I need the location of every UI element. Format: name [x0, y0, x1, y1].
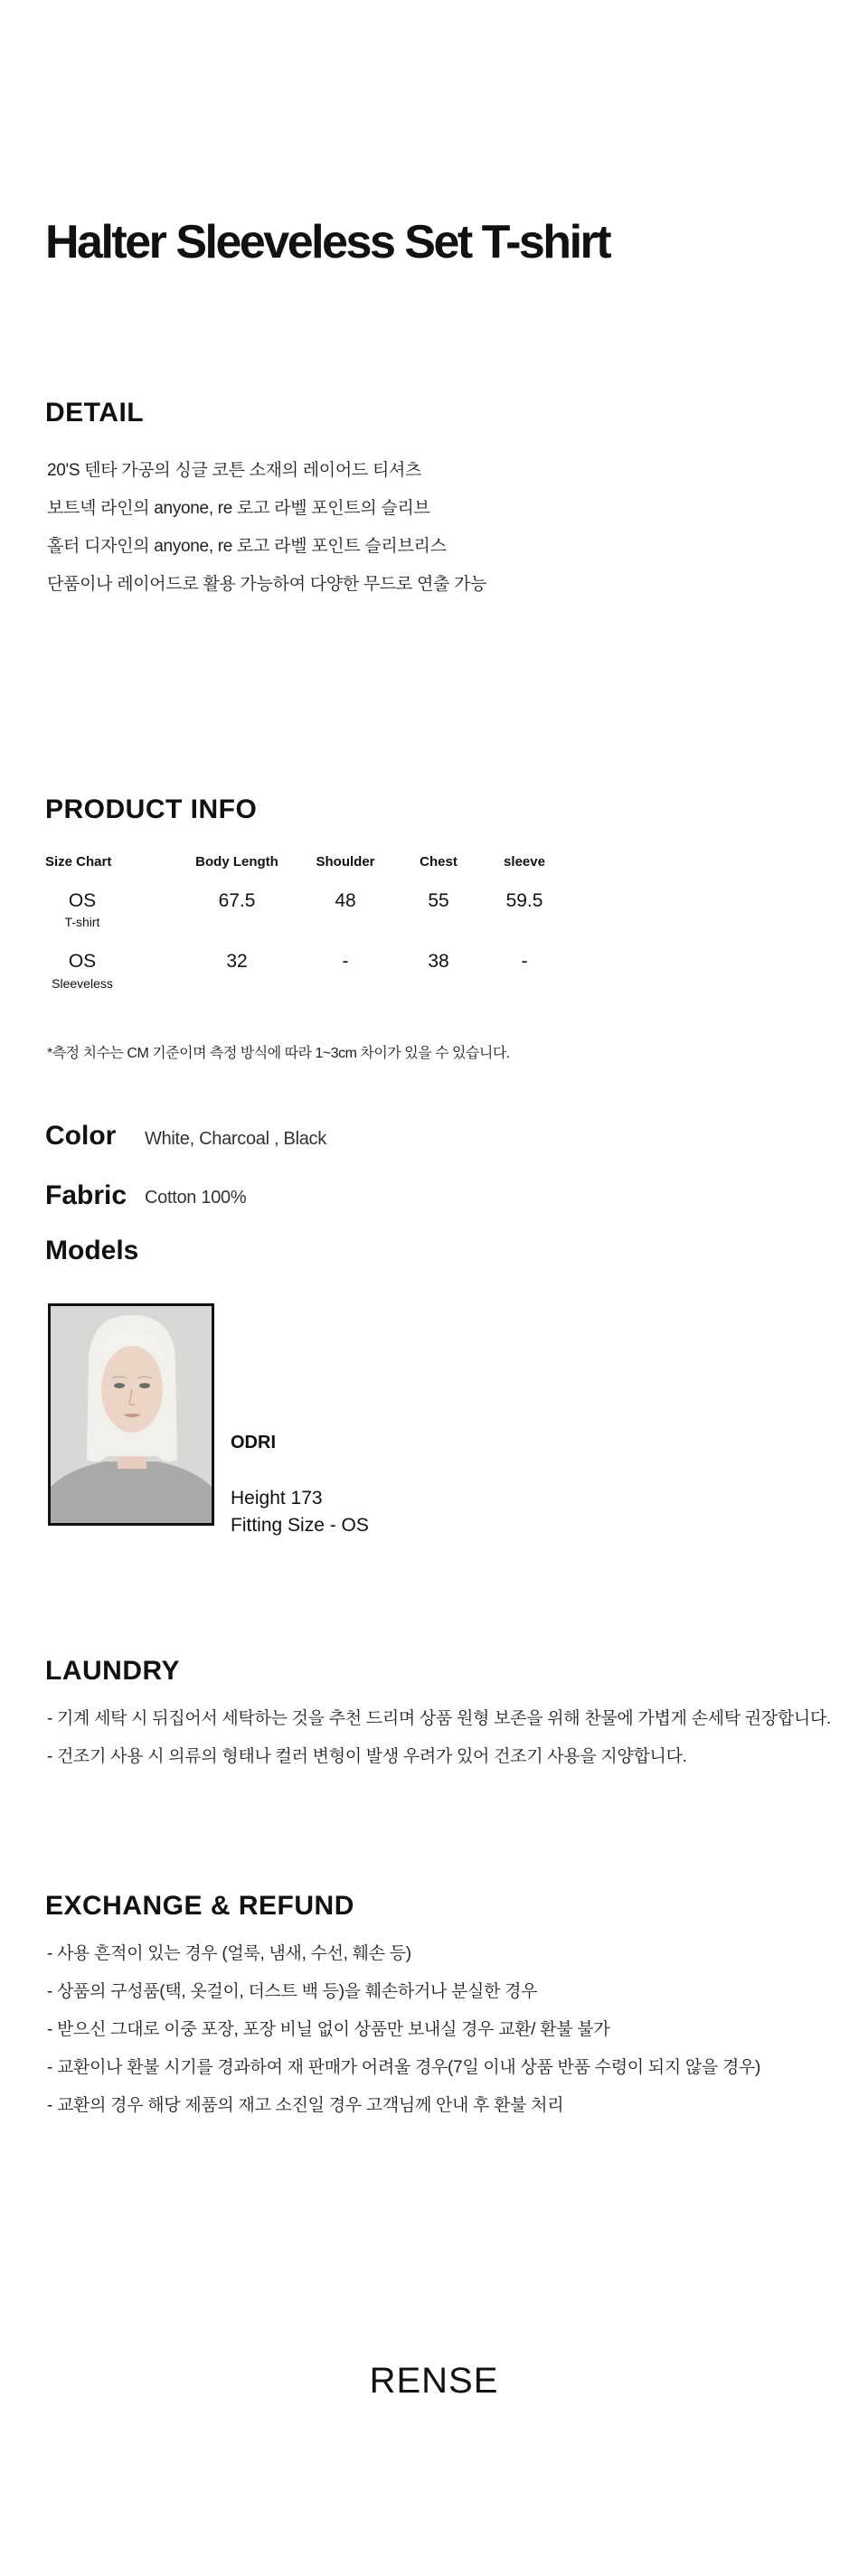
body-length-cell: 67.5	[218, 890, 256, 911]
fabric-label: Fabric	[45, 1180, 127, 1210]
column-header-body-length: Body Length	[195, 854, 278, 870]
brand-logo: RENSE	[369, 2361, 499, 2401]
exchange-line: - 상품의 구성품(택, 옷걸이, 더스트 백 등)을 훼손하거나 분실한 경우	[47, 1982, 538, 2001]
model-name: ODRI	[231, 1433, 276, 1453]
column-header-chest: Chest	[420, 854, 458, 870]
chest-cell: 38	[428, 951, 449, 972]
detail-line: 단품이나 레이어드로 활용 가능하여 다양한 무드로 연출 가능	[47, 575, 487, 594]
detail-line: 보트넥 라인의 anyone, re 로고 라벨 포인트의 슬리브	[47, 499, 430, 518]
body-length-cell: 32	[226, 951, 248, 972]
exchange-line: - 교환의 경우 해당 제품의 재고 소진일 경우 고객님께 안내 후 환불 처리	[47, 2096, 564, 2115]
models-heading: Models	[45, 1236, 139, 1265]
sleeve-cell: 59.5	[505, 890, 543, 911]
measurement-note: *측정 치수는 CM 기준이며 측정 방식에 따라 1~3cm 차이가 있을 수 있습니다.	[47, 1046, 510, 1061]
model-fitting-size: Fitting Size - OS	[231, 1515, 369, 1536]
laundry-heading: LAUNDRY	[45, 1656, 181, 1686]
product-title: Halter Sleeveless Set T-shirt	[45, 216, 610, 268]
size-cell: OS	[68, 890, 97, 911]
detail-heading: DETAIL	[45, 398, 145, 428]
shoulder-cell: -	[342, 951, 349, 972]
chest-cell: 55	[428, 890, 449, 911]
size-cell: OS	[68, 951, 97, 972]
detail-line: 홀터 디자인의 anyone, re 로고 라벨 포인트 슬리브리스	[47, 537, 447, 556]
exchange-refund-heading: EXCHANGE & REFUND	[45, 1891, 354, 1921]
laundry-line: - 건조기 사용 시 의류의 형태나 컬러 변형이 발생 우려가 있어 건조기 사용을 지양합니다.	[47, 1747, 687, 1766]
shoulder-cell: 48	[335, 890, 356, 911]
model-photo	[48, 1303, 214, 1526]
model-height: Height 173	[231, 1488, 323, 1509]
laundry-line: - 기계 세탁 시 뒤집어서 세탁하는 것을 추천 드리며 상품 원형 보존을 위해 찬물에 가볍게 손세탁 권장합니다.	[47, 1709, 831, 1728]
detail-line: 20'S 텐타 가공의 싱글 코튼 소재의 레이어드 티셔츠	[47, 461, 422, 480]
fabric-value: Cotton 100%	[145, 1188, 247, 1208]
column-header-shoulder: Shoulder	[316, 854, 375, 870]
exchange-line: - 받으신 그대로 이중 포장, 포장 비닐 없이 상품만 보내실 경우 교환/ 환불 불가	[47, 2020, 610, 2039]
color-value: White, Charcoal , Black	[145, 1129, 326, 1149]
exchange-line: - 사용 흔적이 있는 경우 (얼룩, 냄새, 수선, 훼손 등)	[47, 1944, 411, 1963]
size-type: Sleeveless	[52, 976, 113, 991]
color-label: Color	[45, 1121, 117, 1151]
column-header-size: Size Chart	[45, 854, 112, 870]
sleeve-cell: -	[521, 951, 528, 972]
product-info-heading: PRODUCT INFO	[45, 794, 258, 824]
size-type: T-shirt	[64, 915, 100, 929]
column-header-sleeve: sleeve	[504, 854, 545, 870]
exchange-line: - 교환이나 환불 시기를 경과하여 재 판매가 어려울 경우(7일 이내 상품 반품 수령이 되지 않을 경우)	[47, 2058, 761, 2077]
